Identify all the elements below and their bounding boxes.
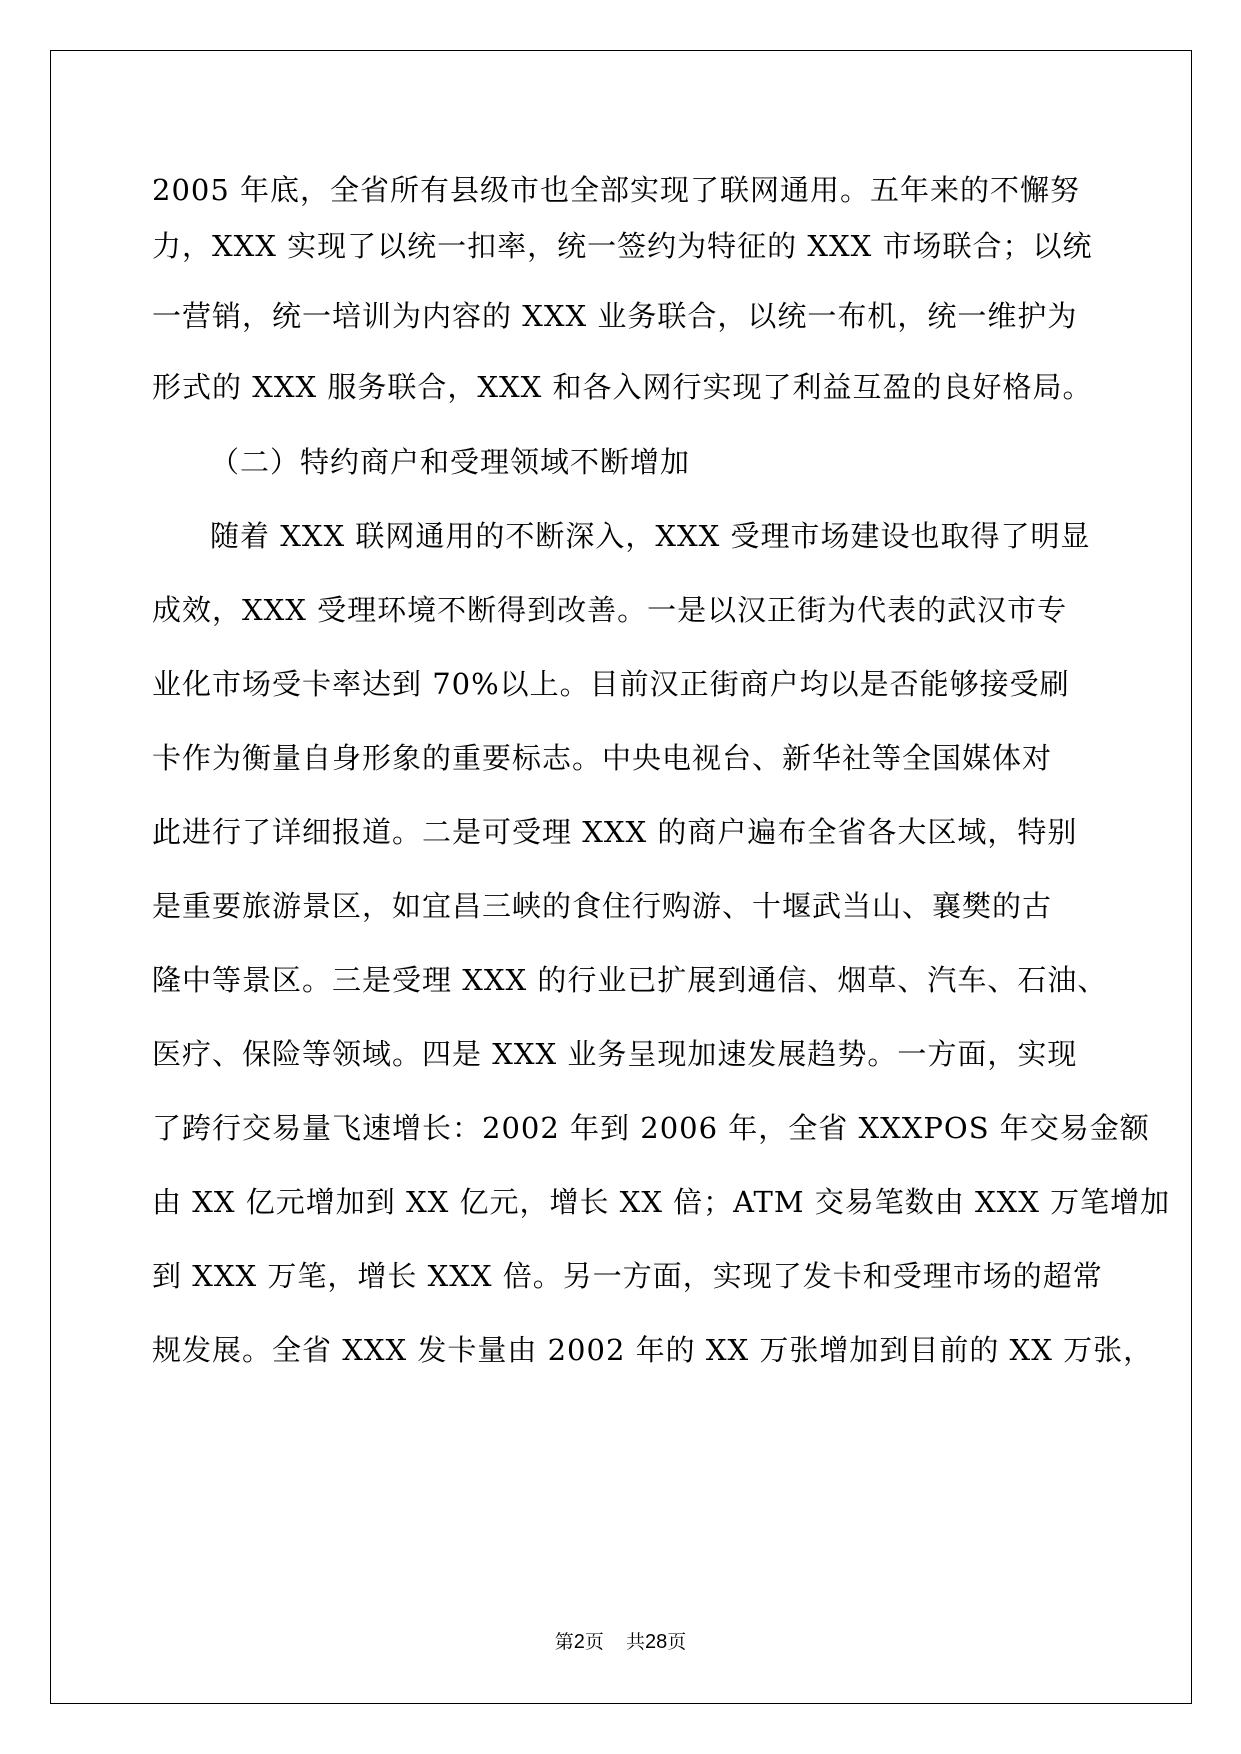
section-heading: （二）特约商户和受理领域不断增加 <box>210 445 691 479</box>
body-line-7: 成效，XXX 受理环境不断得到改善。一是以汉正街为代表的武汉市专 <box>152 593 1068 627</box>
body-line-2: 力，XXX 实现了以统一扣率，统一签约为特征的 XXX 市场联合；以统 <box>152 229 1093 263</box>
footer-page-number: 2 <box>573 1631 585 1653</box>
body-line-11: 是重要旅游景区，如宜昌三峡的食住行购游、十堰武当山、襄樊的古 <box>152 889 1053 923</box>
body-line-17: 规发展。全省 XXX 发卡量由 2002 年的 XX 万张增加到目前的 XX 万张， <box>152 1333 1154 1367</box>
body-line-15: 由 XX 亿元增加到 XX 亿元，增长 XX 倍；ATM 交易笔数由 XXX 万笔增加 <box>152 1185 1171 1219</box>
body-line-14: 了跨行交易量飞速增长：2002 年到 2006 年，全省 XXXPOS 年交易金额 <box>152 1111 1150 1145</box>
body-line-6: 随着 XXX 联网通用的不断深入，XXX 受理市场建设也取得了明显 <box>210 519 1091 553</box>
body-line-3: 一营销，统一培训为内容的 XXX 业务联合，以统一布机，统一维护为 <box>152 299 1078 333</box>
footer-total-prefix: 共 <box>625 1631 645 1653</box>
body-line-16: 到 XXX 万笔，增长 XXX 倍。另一方面，实现了发卡和受理市场的超常 <box>152 1259 1103 1293</box>
footer-page-suffix: 页 <box>584 1631 604 1653</box>
body-line-1: 2005 年底，全省所有县级市也全部实现了联网通用。五年来的不懈努 <box>152 173 1081 207</box>
footer-page-prefix: 第 <box>554 1631 574 1653</box>
footer-total-pages: 28 <box>644 1631 668 1653</box>
page-footer <box>0 1630 1241 1654</box>
footer-total-suffix: 页 <box>667 1631 687 1653</box>
body-line-12: 隆中等景区。三是受理 XXX 的行业已扩展到通信、烟草、汽车、石油、 <box>152 963 1108 997</box>
body-line-8: 业化市场受卡率达到 70%以上。目前汉正街商户均以是否能够接受刷 <box>152 667 1070 701</box>
body-line-10: 此进行了详细报道。二是可受理 XXX 的商户遍布全省各大区域，特别 <box>152 815 1078 849</box>
body-line-4: 形式的 XXX 服务联合，XXX 和各入网行实现了利益互盈的良好格局。 <box>152 370 1093 404</box>
body-line-9: 卡作为衡量自身形象的重要标志。中央电视台、新华社等全国媒体对 <box>152 741 1053 775</box>
body-line-13: 医疗、保险等领域。四是 XXX 业务呈现加速发展趋势。一方面，实现 <box>152 1037 1078 1071</box>
